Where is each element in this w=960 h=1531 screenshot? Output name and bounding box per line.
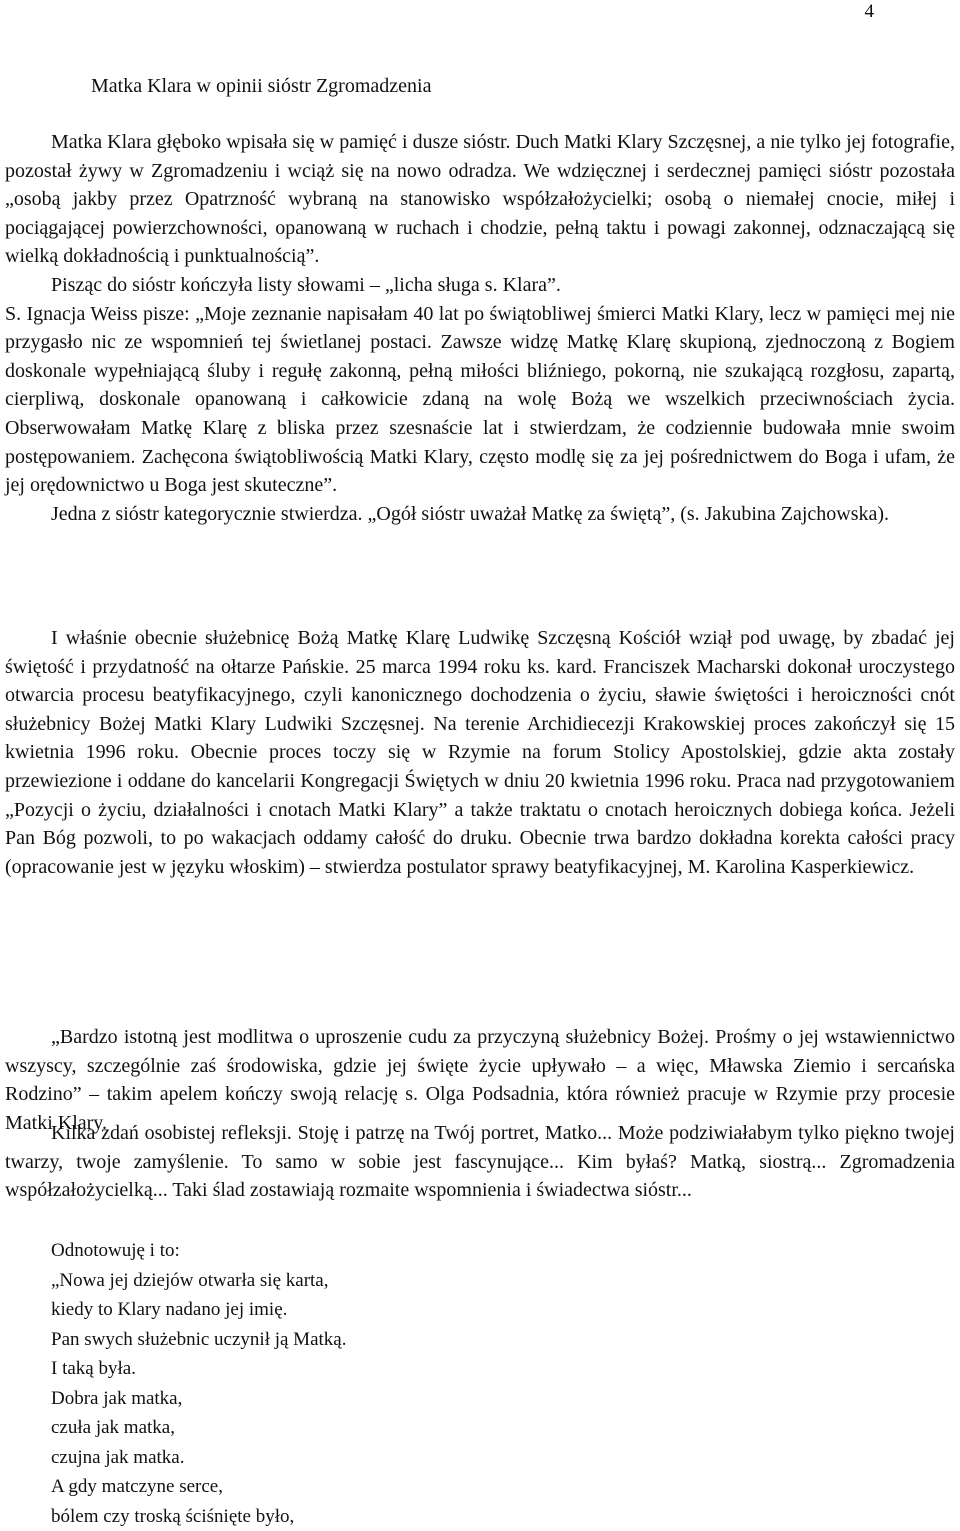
poem-line: kiedy to Klary nadano jej imię. <box>51 1295 346 1325</box>
paragraph-beatification: I właśnie obecnie służebnicę Bożą Matkę Klarę Ludwikę Szczęsną Kościół wziął pod uwagę, by zbadać jej świętość i przydatność na ołtarze Pańskie. 25 marca 1994 roku ks. kard. Franciszek Macharski dokonał uroczystego otwarcia procesu beatyfikacyjnego, czyli kanonicznego dochodzenia o życiu, sławie świętości i heroiczności cnót służebnicy Bożej Matki Klary Ludwiki Szczęsnej. Na terenie Archidiecezji Krakowskiej proces zakończył się 15 kwietnia 1996 roku. Obecnie proces toczy się w Rzymie na forum Stolicy Apostolskiej, gdzie akta zostały przewiezione i oddane do kancelarii Kongregacji Świętych w dniu 20 kwietnia 1996 roku. Praca nad przygotowaniem „Pozycji o życiu, działalności i cnotach Matki Klary” a także traktatu o cnotach heroicznych dobiega końca. Jeżeli Pan Bóg pozwoli, to po wakacjach oddamy całość do druku. Obecnie trwa bardzo dokładna korekta całości pracy (opracowanie jest w języku włoskim) – stwierdza postulator sprawy beatyfikacyjnej, M. Karolina Kasperkiewicz. <box>5 624 955 881</box>
paragraph-letters: Pisząc do sióstr kończyła listy słowami – „licha sługa s. Klara”. <box>5 271 955 300</box>
poem-line: Odnotowuję i to: <box>51 1236 346 1266</box>
paragraph-opinion: Jedna z sióstr kategorycznie stwierdza. „Ogół sióstr uważał Matkę za świętą”, (s. Jakubina Zajchowska). <box>5 500 955 529</box>
poem-line: Dobra jak matka, <box>51 1384 346 1414</box>
poem-line: czuła jak matka, <box>51 1413 346 1443</box>
poem-line: Pan swych służebnic uczynił ją Matką. <box>51 1325 346 1355</box>
section-heading: Matka Klara w opinii sióstr Zgromadzenia <box>91 72 431 100</box>
page-number: 4 <box>865 0 875 24</box>
poem <box>51 1236 346 1531</box>
text-block-intro <box>5 128 955 528</box>
paragraph-reflection: Kilka zdań osobistej refleksji. Stoję i patrzę na Twój portret, Matko... Może podziwiałabym tylko piękno twojej twarzy, twoje zamyślenie. To samo w sobie jest fascynujące... Kim byłaś? Matką, siostrą... Zgromadzenia współzałożycielką... Taki ślad zostawiają rozmaite wspomnienia i świadectwa sióstr... <box>5 1119 955 1205</box>
paragraph-testimony: S. Ignacja Weiss pisze: „Moje zeznanie napisałam 40 lat po świątobliwej śmierci Matki Klary, lecz w pamięci mej nie przygasło nic ze wspomnień tej świetlanej postaci. Zawsze widzę Matkę Klarę skupioną, zjednoczoną z Bogiem doskonale wypełniającą śluby i regułę zakonną, pełną miłości bliźniego, pokorną, nie szukającą rozgłosu, zapartą, cierpliwą, doskonale opanowaną i całkowicie zdaną na wolę Bożą we wszelkich przeciwnościach życia. Obserwowałam Matkę Klarę z bliska przez szesnaście lat i stwierdzam, że codziennie budowała mnie swoim postępowaniem. Zachęcona świątobliwością Matki Klary, często modlę się za jej pośrednictwem do Boga i ufam, że jej orędownictwo u Boga jest skuteczne”. <box>5 300 955 500</box>
text-block-reflection <box>5 1119 955 1205</box>
poem-line: A gdy matczyne serce, <box>51 1472 346 1502</box>
paragraph-memory: Matka Klara głęboko wpisała się w pamięć i dusze sióstr. Duch Matki Klary Szczęsnej, a nie tylko jej fotografie, pozostał żywy w Zgromadzeniu i wciąż się na nowo odradza. We wdzięcznej i serdecznej pamięci sióstr pozostała „osobą jakby przez Opatrzność wybraną na stanowisko współzałożycielki; osobą o niemałej cnocie, miłej i pociągającej powierzchowności, opanowaną w ruchach i chodzie, pełną taktu i powagi zakonnej, odznaczającą się wielką dokładnością i punktualnością”. <box>5 128 955 271</box>
poem-line: I taką była. <box>51 1354 346 1384</box>
paragraph-prayer: „Bardzo istotną jest modlitwa o uproszenie cudu za przyczyną służebnicy Bożej. Prośmy o jej wstawiennictwo wszyscy, szczególnie zaś środowiska, gdzie jej święte życie upływało – a więc, Mławska Ziemio i sercańska Rodzino” – takim apelem kończy swoją relację s. Olga Podsadnia, która również pracuje w Rzymie przy procesie Matki Klary. <box>5 1023 955 1137</box>
poem-line: czujna jak matka. <box>51 1443 346 1473</box>
text-block-process <box>5 624 955 881</box>
poem-line: „Nowa jej dziejów otwarła się karta, <box>51 1266 346 1296</box>
poem-line: bólem czy troską ściśnięte było, <box>51 1502 346 1531</box>
